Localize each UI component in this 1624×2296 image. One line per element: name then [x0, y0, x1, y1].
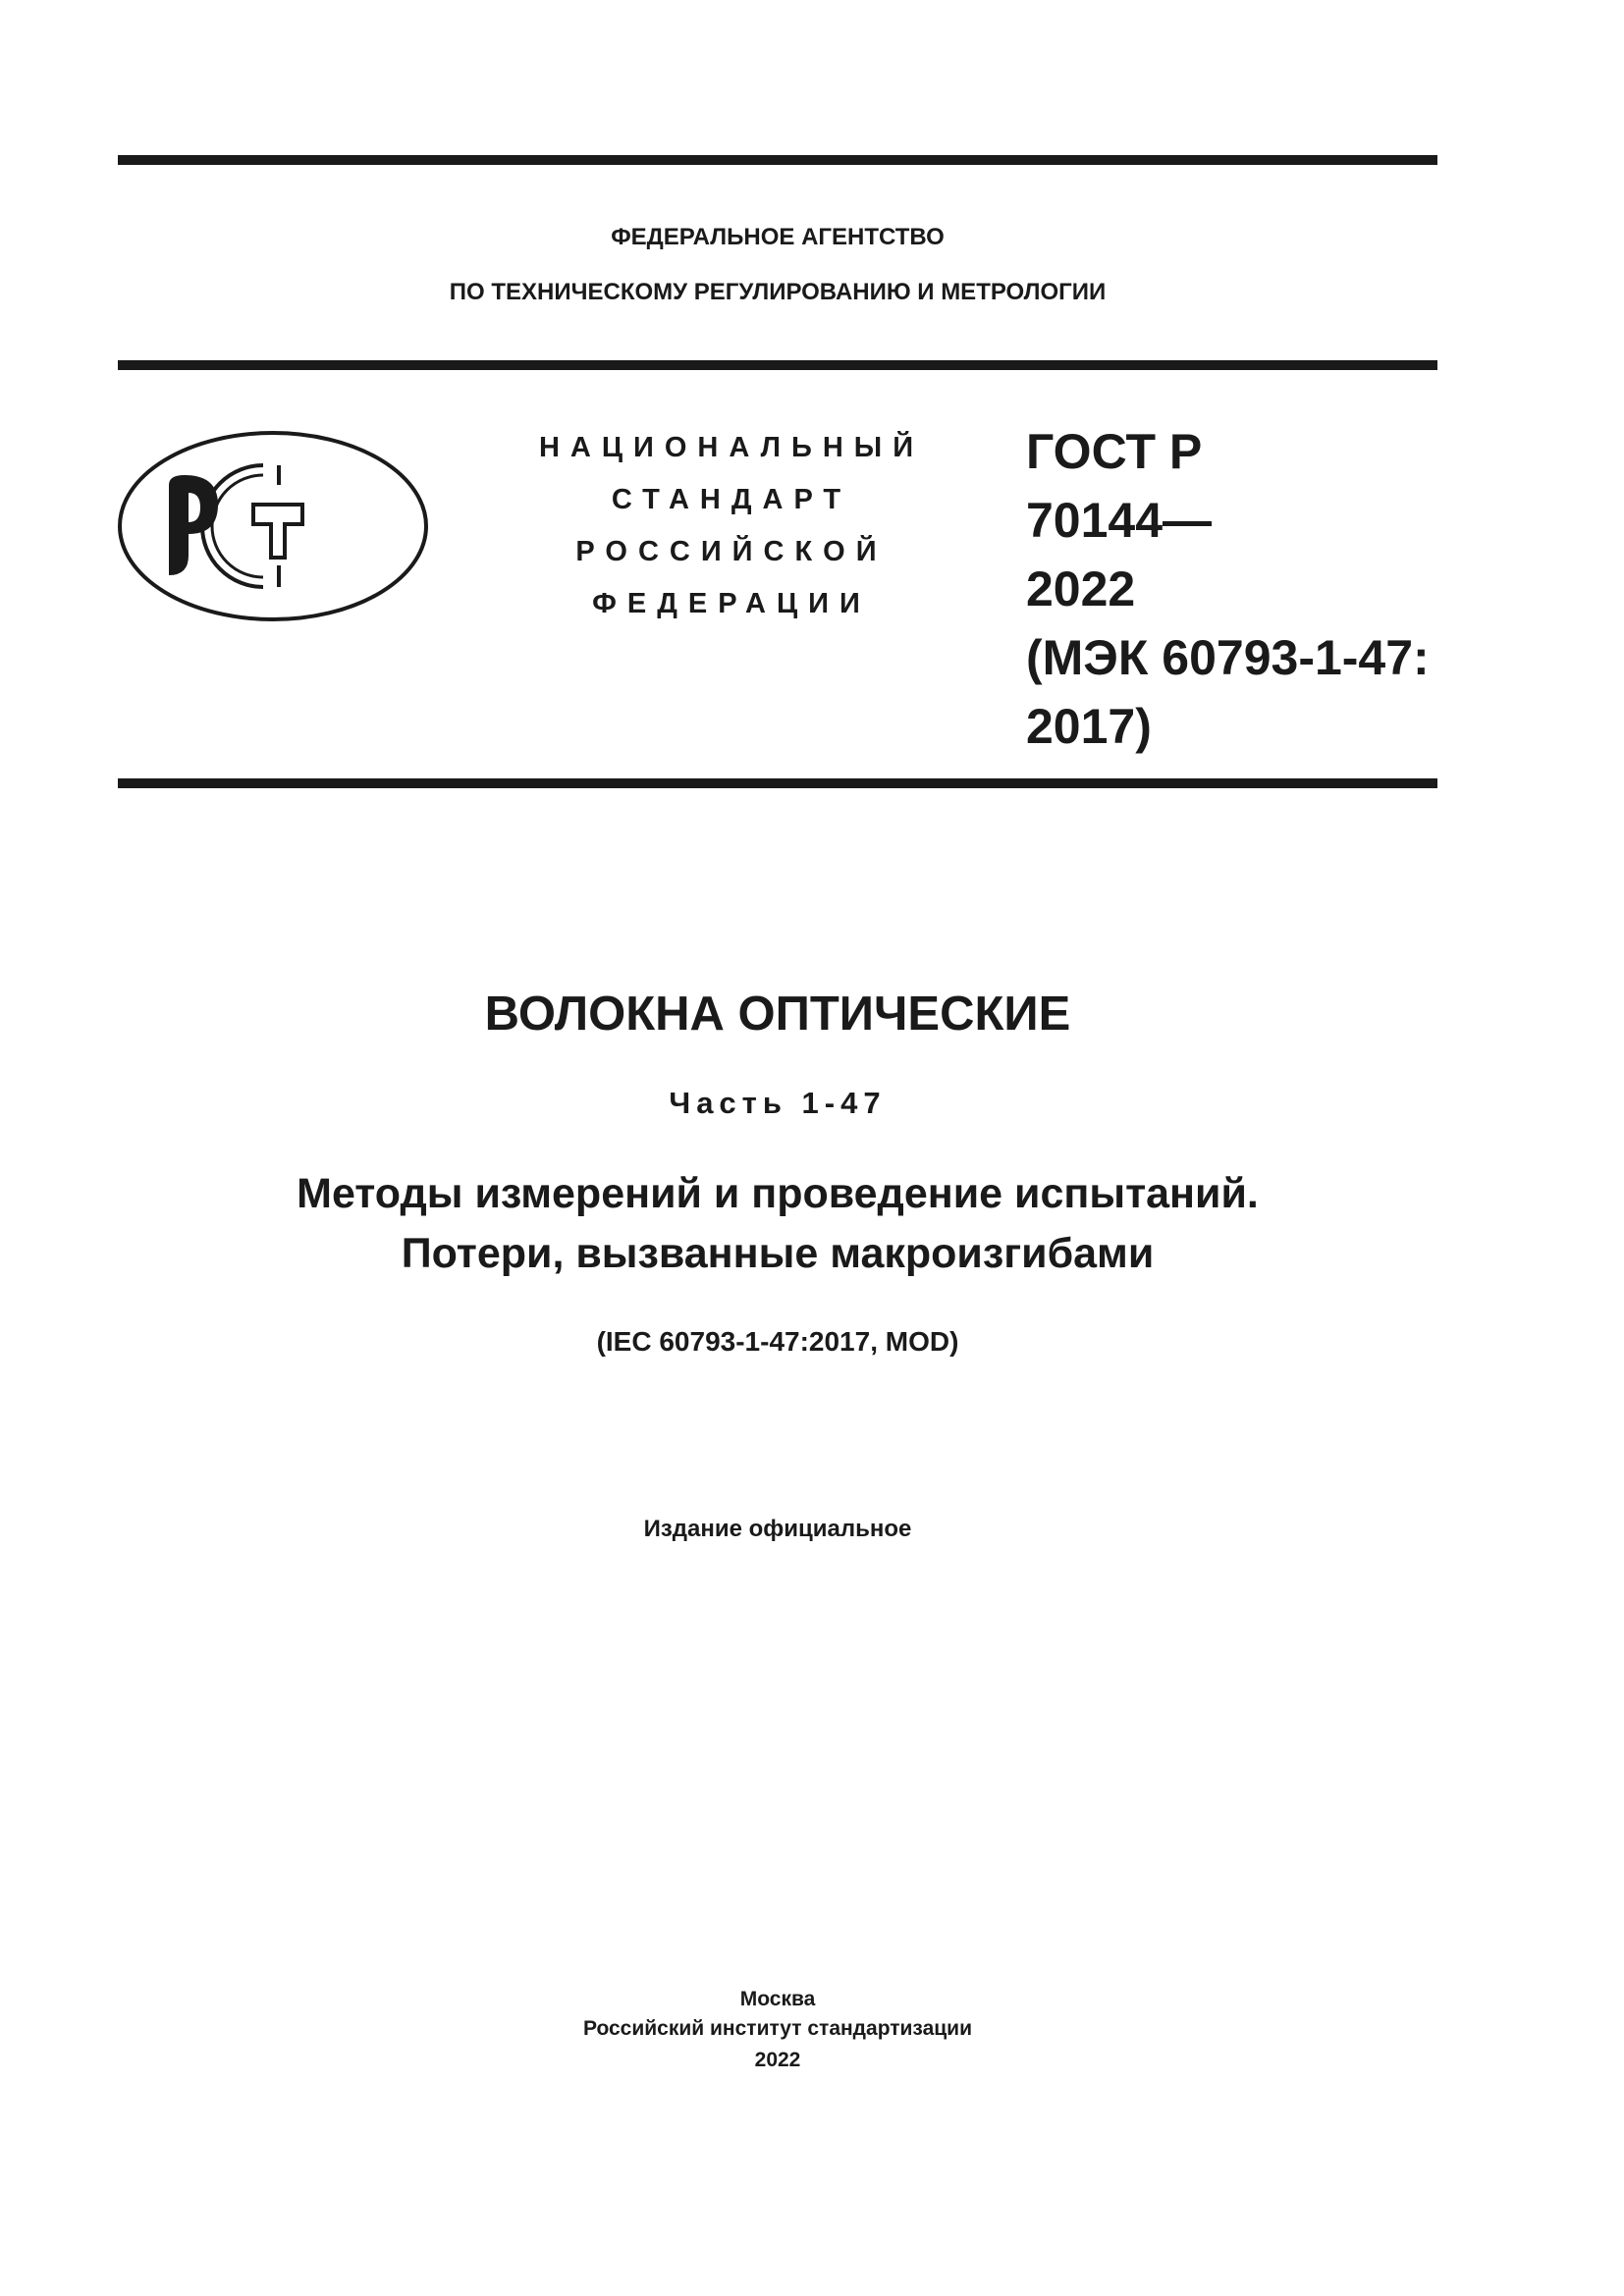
divider-rule	[118, 778, 1437, 788]
imprint-city: Москва	[739, 1988, 816, 2010]
nat-line: ФЕДЕРАЦИИ	[592, 588, 871, 619]
iec-reference: (IEC 60793-1-47:2017, MOD)	[596, 1326, 959, 1357]
designation-line: ГОСТ Р	[1026, 424, 1203, 479]
national-standard-label	[511, 422, 952, 630]
standard-designation	[1026, 417, 1430, 761]
header-rule	[118, 360, 1437, 370]
nat-line: НАЦИОНАЛЬНЫЙ	[538, 432, 925, 463]
nat-line: СТАНДАРТ	[611, 484, 852, 515]
designation-line: 2017)	[1026, 699, 1152, 754]
subtitle-line-2: Потери, вызванные макроизгибами	[401, 1230, 1155, 1277]
agency-line-2: ПО ТЕХНИЧЕСКОМУ РЕГУЛИРОВАНИЮ И МЕТРОЛОГИИ	[449, 279, 1107, 305]
nat-line: РОССИЙСКОЙ	[575, 536, 888, 567]
agency-line-1: ФЕДЕРАЛЬНОЕ АГЕНТСТВО	[611, 224, 945, 250]
document-title: ВОЛОКНА ОПТИЧЕСКИЕ	[484, 988, 1071, 1041]
designation-line: 70144—	[1026, 493, 1213, 548]
imprint-year: 2022	[754, 2049, 801, 2071]
imprint-publisher: Российский институт стандартизации	[582, 2017, 973, 2040]
edition-label: Издание официальное	[643, 1516, 912, 1542]
part-label: Часть 1-47	[669, 1086, 887, 1120]
top-rule	[118, 155, 1437, 165]
rst-logo-icon	[116, 428, 430, 624]
designation-line: 2022	[1026, 561, 1136, 616]
subtitle-line-1: Методы измерений и проведение испытаний.	[297, 1170, 1259, 1217]
designation-line: (МЭК 60793-1-47:	[1026, 630, 1430, 685]
